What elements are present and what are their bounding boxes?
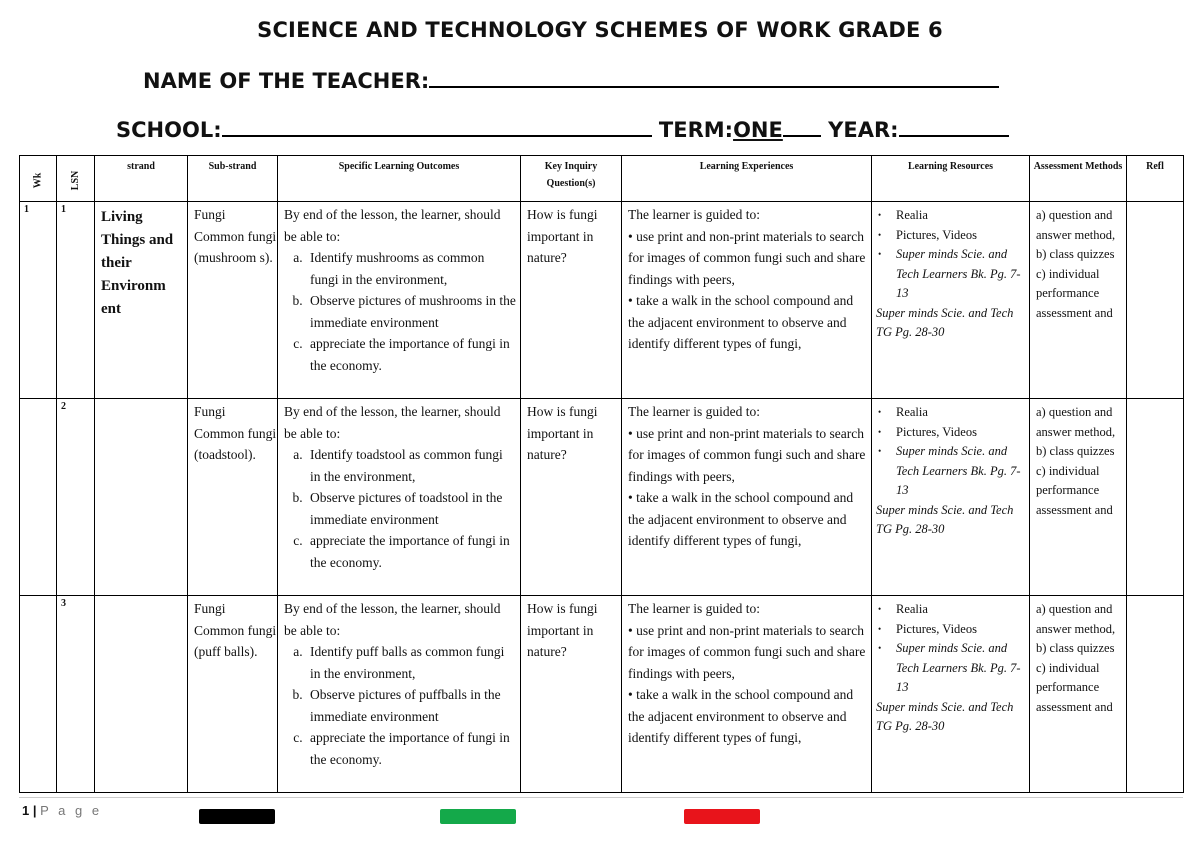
color-swatch-green — [440, 809, 516, 824]
table-header-row — [20, 156, 1184, 202]
inquiry-cell: How is fungi important in nature? — [521, 596, 622, 793]
resource-item: • Realia — [890, 403, 1027, 423]
reflection-cell — [1127, 399, 1184, 596]
reflection-cell — [1127, 202, 1184, 399]
inquiry-cell: How is fungi important in nature? — [521, 399, 622, 596]
wk-cell: 1 — [20, 202, 57, 399]
col-experiences: Learning Experiences — [622, 156, 872, 202]
experience-item: • take a walk in the school compound and the adjacent environment to observe and identify different types of fungi, — [628, 293, 854, 351]
experience-item: • use print and non-print materials to search for images of common fungi such and share findings with peers, — [628, 228, 866, 287]
outcome-a: a. Identify toadstool as common fungi in the environment, — [306, 444, 516, 487]
col-strand: strand — [95, 156, 188, 202]
wk-cell — [20, 399, 57, 596]
strand-cell — [95, 399, 188, 596]
experience-intro: The learner is guided to: — [628, 404, 760, 419]
resource-item: • Pictures, Videos — [890, 620, 1027, 640]
experiences-cell — [622, 399, 872, 596]
page-number: 1 | P a g e — [22, 803, 103, 818]
school-blank — [222, 115, 652, 137]
teacher-name-blank — [429, 66, 999, 88]
outcome-a: a. Identify puff balls as common fungi in the environment, — [306, 641, 516, 684]
assessment-cell: a) question and answer method, b) class quizzes c) individual performance assessment and — [1030, 399, 1127, 596]
col-lsn: LSN — [57, 156, 95, 202]
assessment-cell: a) question and answer method, b) class quizzes c) individual performance assessment and — [1030, 202, 1127, 399]
term-blank — [783, 115, 821, 137]
resources-cell — [872, 399, 1030, 596]
outcome-intro: By end of the lesson, the learner, should be able to: — [284, 207, 501, 244]
resource-item: • Super minds Scie. and Tech Learners Bk. Pg. 7-13 — [890, 639, 1027, 698]
col-wk: Wk — [20, 156, 57, 202]
reflection-cell — [1127, 596, 1184, 793]
substrand-cell: Fungi Common fungi (toadstool). — [188, 399, 278, 596]
col-resources: Learning Resources — [872, 156, 1030, 202]
experience-item: • take a walk in the school compound and the adjacent environment to observe and identify different types of fungi, — [628, 490, 854, 548]
term-value: ONE — [733, 118, 783, 142]
col-reflection: Refl — [1127, 156, 1184, 202]
page-label: P a g e — [40, 803, 103, 818]
substrand-cell: Fungi Common fungi (mushroom s). — [188, 202, 278, 399]
document-title: SCIENCE AND TECHNOLOGY SCHEMES OF WORK GRADE 6 — [257, 18, 943, 42]
resource-item: Super minds Scie. and Tech TG Pg. 28-30 — [876, 699, 1014, 733]
color-swatch-black — [199, 809, 275, 824]
experience-intro: The learner is guided to: — [628, 207, 760, 222]
resource-item: • Super minds Scie. and Tech Learners Bk. Pg. 7-13 — [890, 245, 1027, 304]
school-label: SCHOOL: — [116, 118, 222, 142]
resource-item: • Realia — [890, 206, 1027, 226]
strand-cell: Living Things and their Environm ent — [95, 202, 188, 399]
year-blank — [899, 115, 1009, 137]
experiences-cell — [622, 596, 872, 793]
outcome-b: b. Observe pictures of toadstool in the immediate environment — [306, 487, 516, 530]
assessment-cell: a) question and answer method, b) class quizzes c) individual performance assessment and — [1030, 596, 1127, 793]
outcomes-cell — [278, 399, 521, 596]
footer-divider — [19, 797, 1183, 798]
table-row — [20, 399, 1184, 596]
experience-item: • use print and non-print materials to search for images of common fungi such and share findings with peers, — [628, 622, 866, 681]
outcome-a: a. Identify mushrooms as common fungi in the environment, — [306, 247, 516, 290]
outcome-b: b. Observe pictures of puffballs in the immediate environment — [306, 684, 516, 727]
lsn-cell: 2 — [57, 399, 95, 596]
outcomes-cell — [278, 596, 521, 793]
page-number-value: 1 — [22, 803, 30, 818]
wk-cell — [20, 596, 57, 793]
color-swatch-red — [684, 809, 760, 824]
outcome-c: c. appreciate the importance of fungi in the economy. — [306, 727, 516, 770]
term-label: TERM: — [658, 118, 734, 142]
school-term-year-line — [116, 115, 1009, 142]
teacher-name-label: NAME OF THE TEACHER: — [143, 69, 430, 93]
col-inquiry: Key Inquiry Question(s) — [521, 156, 622, 202]
experience-item: • use print and non-print materials to search for images of common fungi such and share findings with peers, — [628, 425, 866, 484]
resource-item: • Super minds Scie. and Tech Learners Bk. Pg. 7-13 — [890, 442, 1027, 501]
experience-item: • take a walk in the school compound and the adjacent environment to observe and identify different types of fungi, — [628, 687, 854, 745]
resources-cell — [872, 202, 1030, 399]
outcome-intro: By end of the lesson, the learner, should be able to: — [284, 404, 501, 441]
scheme-of-work-table — [19, 155, 1184, 793]
resource-item: • Pictures, Videos — [890, 226, 1027, 246]
outcome-c: c. appreciate the importance of fungi in the economy. — [306, 530, 516, 573]
resource-item: • Realia — [890, 600, 1027, 620]
resources-cell — [872, 596, 1030, 793]
outcome-intro: By end of the lesson, the learner, should be able to: — [284, 601, 501, 638]
outcome-b: b. Observe pictures of mushrooms in the immediate environment — [306, 290, 516, 333]
year-label: YEAR: — [828, 118, 899, 142]
resource-item: Super minds Scie. and Tech TG Pg. 28-30 — [876, 305, 1014, 339]
col-substrand: Sub-strand — [188, 156, 278, 202]
col-assessment: Assessment Methods — [1030, 156, 1127, 202]
experience-intro: The learner is guided to: — [628, 601, 760, 616]
table-row — [20, 596, 1184, 793]
strand-cell — [95, 596, 188, 793]
outcomes-cell — [278, 202, 521, 399]
lsn-cell: 1 — [57, 202, 95, 399]
experiences-cell — [622, 202, 872, 399]
outcome-c: c. appreciate the importance of fungi in the economy. — [306, 333, 516, 376]
resource-item: Super minds Scie. and Tech TG Pg. 28-30 — [876, 502, 1014, 536]
inquiry-cell: How is fungi important in nature? — [521, 202, 622, 399]
substrand-cell: Fungi Common fungi (puff balls). — [188, 596, 278, 793]
table-row — [20, 202, 1184, 399]
teacher-name-line — [143, 66, 999, 93]
lsn-cell: 3 — [57, 596, 95, 793]
col-outcomes: Specific Learning Outcomes — [278, 156, 521, 202]
resource-item: • Pictures, Videos — [890, 423, 1027, 443]
